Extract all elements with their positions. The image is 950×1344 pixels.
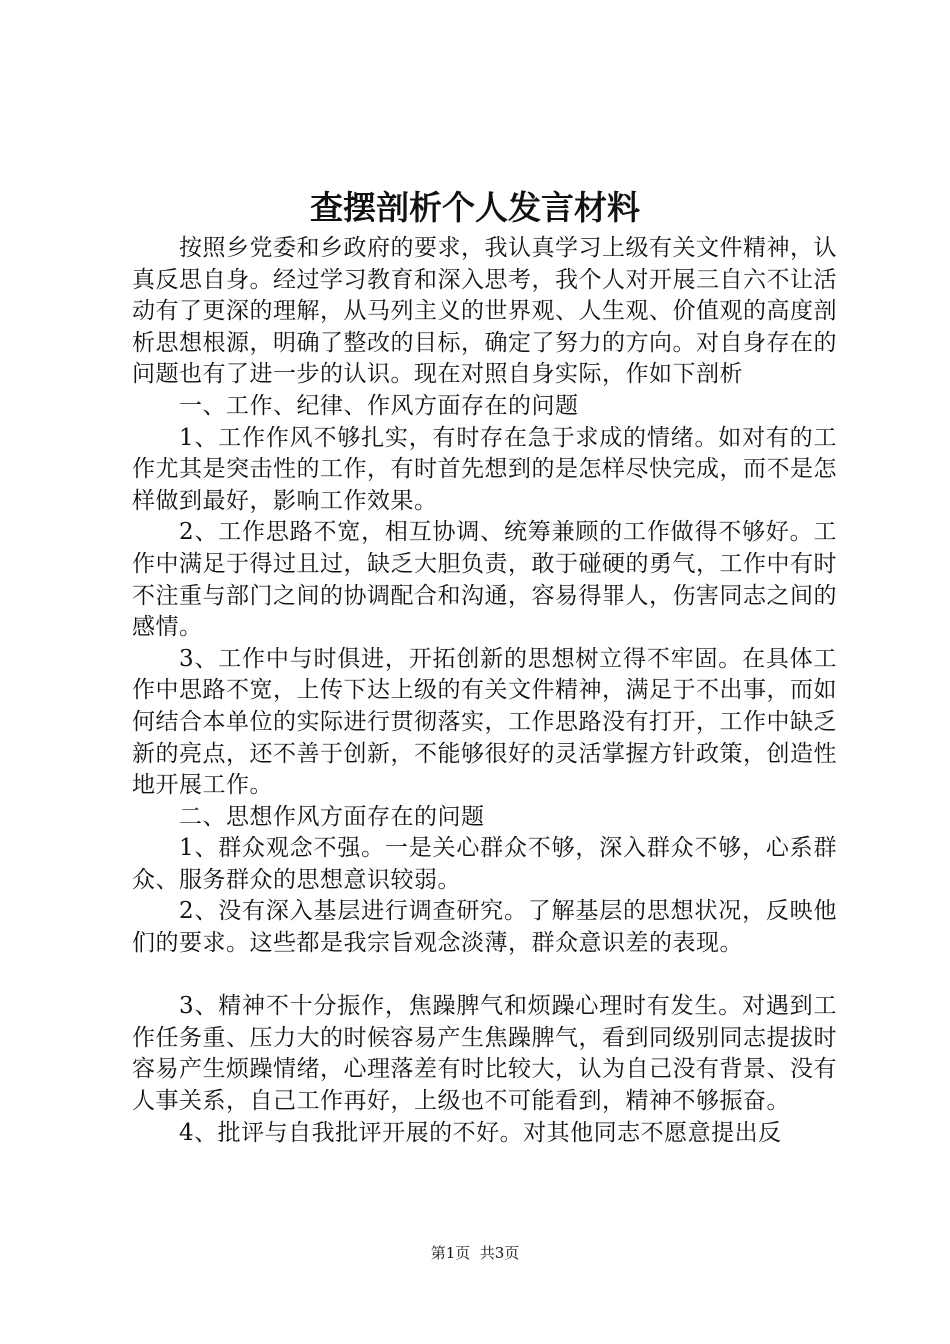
paragraph-1-3: 3、工作中与时俱进，开拓创新的思想树立得不牢固。在具体工作中思路不宽，上传下达上级的有关文件精神，满足于不出事，而如何结合本单位的实际进行贯彻落实，工作思路没有打开，工作中缺乏新的亮点，还不善于创新，不能够很好的灵活掌握方针政策，创造性地开展工作。 [132,645,837,799]
page-number-label: 第1页 共3页 [430,1244,520,1262]
paragraph-2-1: 1、群众观念不强。一是关心群众不够，深入群众不够，心系群众、服务群众的思想意识较弱。 [132,835,837,893]
paragraph-2-4: 4、批评与自我批评开展的不好。对其他同志不愿意提出反 [179,1119,782,1146]
paragraph-intro: 按照乡党委和乡政府的要求，我认真学习上级有关文件精神，认真反思自身。经过学习教育和深入思考，我个人对开展三自六不让活动有了更深的理解，从马列主义的世界观、人生观、价值观的高度剖析思想根源，明确了整改的目标，确定了努力的方向。对自身存在的问题也有了进一步的认识。现在对照自身实际，作如下剖析 [132,235,837,388]
paragraph-1-2: 2、工作思路不宽，相互协调、统筹兼顾的工作做得不够好。工作中满足于得过且过，缺乏大胆负责，敢于碰硬的勇气，工作中有时不注重与部门之间的协调配合和沟通，容易得罪人，伤害同志之间的感情。 [132,519,837,641]
paragraph-2-2: 2、没有深入基层进行调查研究。了解基层的思想状况，反映他们的要求。这些都是我宗旨观念淡薄，群众意识差的表现。 [132,898,837,957]
page-footer [0,1243,950,1263]
section-heading-2: 二、思想作风方面存在的问题 [179,803,485,830]
document-body [132,233,837,1149]
paragraph-1-1: 1、工作作风不够扎实，有时存在急于求成的情绪。如对有的工作尤其是突击性的工作，有时首先想到的是怎样尽快完成，而不是怎样做到最好，影响工作效果。 [132,424,837,514]
paragraph-2-3: 3、精神不十分振作，焦躁脾气和烦躁心理时有发生。对遇到工作任务重、压力大的时候容易产生焦躁脾气，看到同级别同志提拔时容易产生烦躁情绪，心理落差有时比较大，认为自己没有背景、没有人事关系，自己工作再好，上级也不可能看到，精神不够振奋。 [132,993,837,1115]
document-title: 查摆剖析个人发言材料 [310,188,640,227]
section-heading-1: 一、工作、纪律、作风方面存在的问题 [179,392,579,419]
